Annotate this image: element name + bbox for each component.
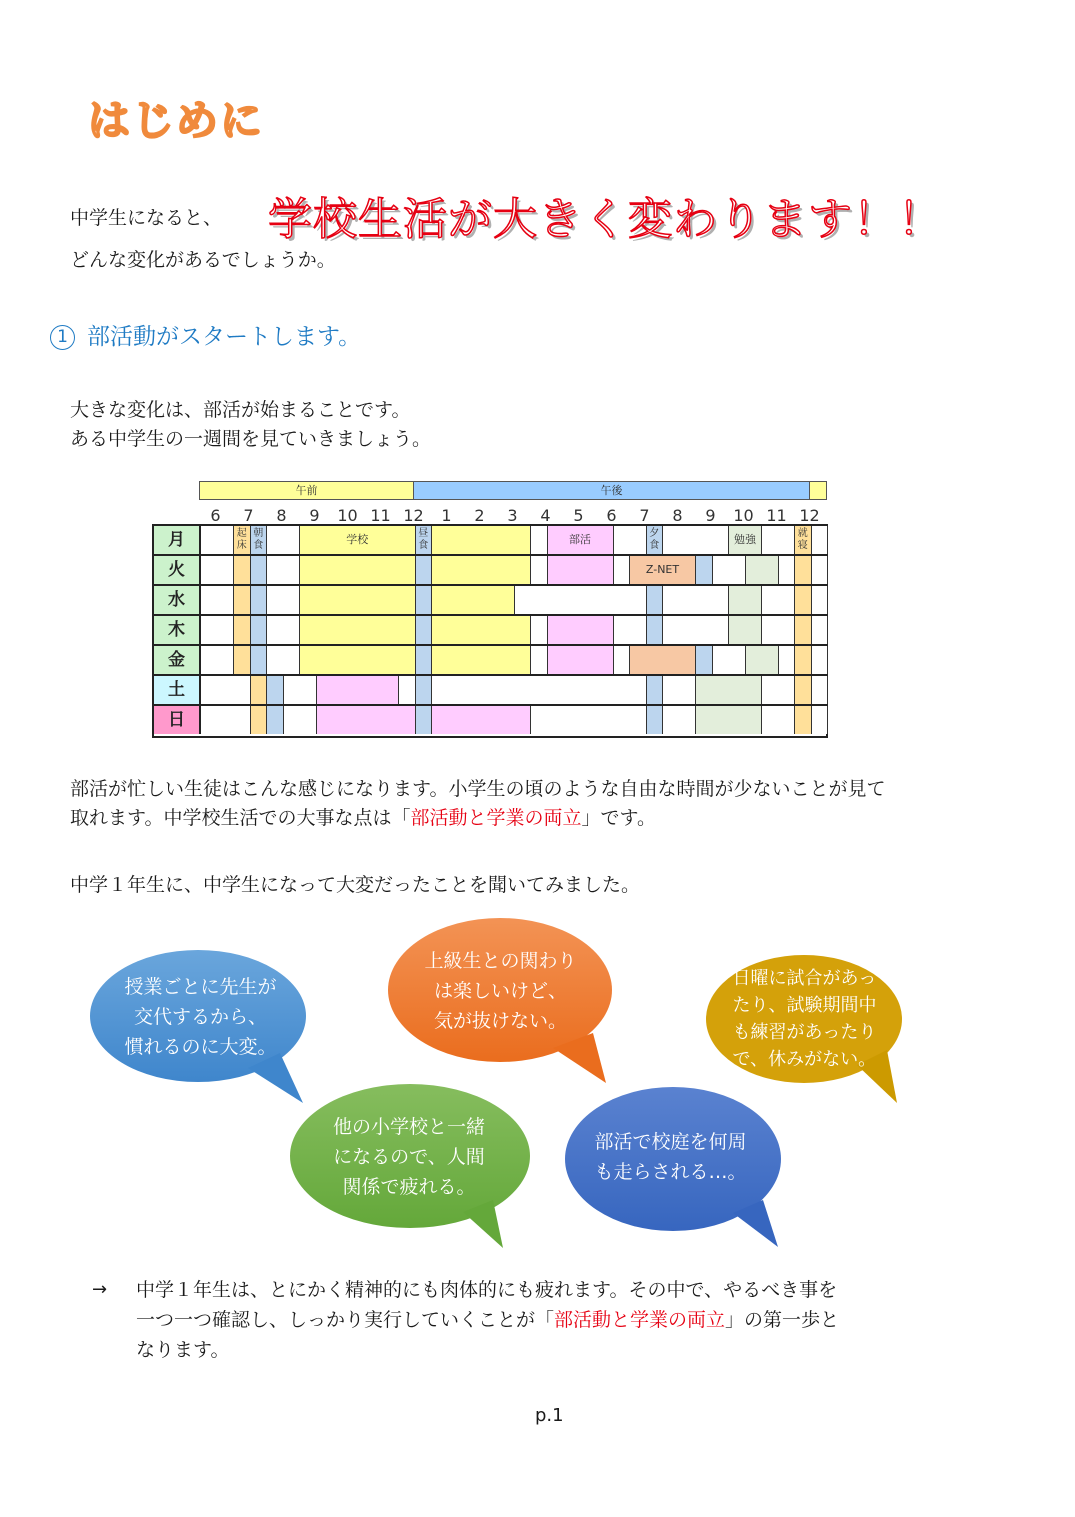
schedule-block-wake [251, 676, 268, 704]
bubble-text: 日曜に試合があっ たり、試験期間中 も練習があったり で、休みがない。 [732, 968, 877, 1070]
schedule-block-white [201, 586, 234, 614]
schedule-block-meal [251, 616, 268, 644]
text: 取れます。中学校生活での大事な点は「 [70, 807, 411, 829]
schedule-block-school: 学校 [300, 526, 416, 554]
schedule-row [154, 646, 826, 676]
schedule-block-meal [251, 646, 268, 674]
hour-label: 10 [733, 506, 754, 525]
schedule-block-club [548, 556, 614, 584]
speech-bubble-orange [388, 918, 613, 1086]
hour-label: 9 [705, 506, 716, 525]
paragraph-line: なります。 [136, 1339, 230, 1361]
paragraph-2 [70, 775, 885, 833]
schedule-block-club [317, 676, 400, 704]
speech-bubble-green [288, 1082, 538, 1250]
schedule-block-club [432, 706, 531, 734]
schedule-block-white [779, 556, 796, 584]
schedule-block-white [762, 706, 795, 734]
paragraph-line [136, 1305, 839, 1335]
schedule-block-white [614, 556, 631, 584]
schedule-block-sleep: 就 寝 [795, 526, 812, 554]
schedule-block-white [762, 526, 795, 554]
schedule-block-study [729, 586, 762, 614]
schedule-block-white [531, 526, 548, 554]
hour-label: 8 [672, 506, 683, 525]
schedule-block-white [515, 586, 647, 614]
hour-label: 3 [507, 506, 518, 525]
paragraph-line: 大きな変化は、部活が始まることです。 [70, 399, 411, 421]
schedule-block-study [696, 676, 762, 704]
schedule-block-school [300, 556, 416, 584]
schedule-block-study: 勉強 [729, 526, 762, 554]
hour-label: 4 [540, 506, 551, 525]
day-label: 月 [154, 526, 201, 554]
schedule-block-white [812, 616, 829, 644]
schedule-row [154, 556, 826, 586]
schedule-block-meal [416, 616, 433, 644]
schedule-block-school [432, 616, 531, 644]
schedule-block-meal [647, 676, 664, 704]
intro-headline: 学校生活が大きく変わります！！ [268, 194, 943, 245]
schedule-block-white [267, 556, 300, 584]
text: 」です。 [581, 807, 656, 829]
schedule-row [154, 526, 826, 556]
schedule-block-meal [416, 676, 433, 704]
schedule-block-wake [234, 556, 251, 584]
schedule-block-wake [234, 616, 251, 644]
schedule-block-white [812, 706, 829, 734]
circled-number: 1 [50, 325, 75, 350]
schedule-block-meal [647, 706, 664, 734]
intro-question: どんな変化があるでしょうか。 [70, 249, 336, 271]
schedule-block-white [201, 706, 251, 734]
schedule-block-club [548, 616, 614, 644]
hour-label: 1 [441, 506, 452, 525]
schedule-block-meal [696, 556, 713, 584]
schedule-block-sleep [795, 676, 812, 704]
schedule-block-school [432, 526, 531, 554]
arrow-icon: → [92, 1279, 108, 1300]
schedule-block-znet [630, 646, 696, 674]
schedule-block-white [201, 676, 251, 704]
schedule-block-white [663, 676, 696, 704]
schedule-block-white [284, 706, 317, 734]
schedule-block-white [762, 616, 795, 644]
schedule-block-study [729, 616, 762, 644]
schedule-block-white [614, 526, 647, 554]
schedule-row [154, 676, 826, 706]
schedule-block-white [531, 706, 647, 734]
schedule-block-meal [251, 586, 268, 614]
schedule-row [154, 586, 826, 616]
speech-bubble-gold [682, 955, 902, 1105]
schedule-block-white [399, 676, 416, 704]
page-title: はじめに [88, 96, 265, 145]
schedule-block-white [267, 586, 300, 614]
schedule-block-wake: 起 床 [234, 526, 251, 554]
schedule-block-white [531, 616, 548, 644]
schedule-block-meal [267, 676, 284, 704]
day-label: 水 [154, 586, 201, 614]
schedule-grid [152, 524, 828, 738]
schedule-block-meal: 夕 食 [647, 526, 664, 554]
schedule-block-club [548, 646, 614, 674]
schedule-block-znet: Z-NET [630, 556, 696, 584]
hour-label: 7 [639, 506, 650, 525]
hour-label: 11 [370, 506, 391, 525]
schedule-block-white [614, 646, 631, 674]
schedule-block-meal [267, 706, 284, 734]
schedule-block-sleep [795, 586, 812, 614]
schedule-block-white [762, 676, 795, 704]
schedule-block-white [663, 526, 729, 554]
schedule-block-club: 部活 [548, 526, 614, 554]
schedule-block-school [300, 616, 416, 644]
schedule-block-white [267, 616, 300, 644]
schedule-block-white [663, 586, 729, 614]
paragraph-line: 部活が忙しい生徒はこんな感じになります。小学生の頃のような自由な時間が少ないことが見て [70, 778, 886, 800]
schedule-block-club [317, 706, 416, 734]
schedule-block-white [267, 526, 300, 554]
schedule-block-sleep [795, 646, 812, 674]
schedule-row [154, 706, 826, 736]
day-label: 火 [154, 556, 201, 584]
schedule-block-white [779, 646, 796, 674]
schedule-block-white [432, 676, 647, 704]
schedule-block-white [812, 676, 829, 704]
hour-label: 2 [474, 506, 485, 525]
hour-label: 5 [573, 506, 584, 525]
speech-bubble-blue [88, 948, 313, 1108]
speech-bubble-dark-blue [563, 1085, 788, 1250]
schedule-block-white [713, 646, 746, 674]
schedule-block-meal [647, 616, 664, 644]
schedule-block-study [746, 646, 779, 674]
schedule-block-meal [416, 706, 433, 734]
hour-label: 6 [606, 506, 617, 525]
schedule-block-white [663, 616, 729, 644]
schedule-block-wake [234, 646, 251, 674]
schedule-block-school [432, 556, 531, 584]
schedule-block-sleep [795, 616, 812, 644]
weekly-schedule [152, 480, 832, 740]
schedule-block-sleep [795, 706, 812, 734]
schedule-block-white [201, 556, 234, 584]
hour-label: 7 [243, 506, 254, 525]
schedule-block-meal [251, 556, 268, 584]
hour-label: 10 [337, 506, 358, 525]
schedule-block-white [531, 646, 548, 674]
paragraph-line: ある中学生の一週間を見ていきましょう。 [70, 428, 432, 450]
schedule-block-meal [696, 646, 713, 674]
schedule-block-white [531, 556, 548, 584]
schedule-block-sleep [795, 556, 812, 584]
paragraph-1 [70, 396, 431, 454]
paragraph-3: 中学１年生に、中学生になって大変だったことを聞いてみました。 [70, 874, 641, 896]
schedule-block-white [201, 616, 234, 644]
schedule-block-meal: 昼 食 [416, 526, 433, 554]
schedule-block-white [812, 526, 829, 554]
hour-label: 12 [403, 506, 424, 525]
schedule-block-meal [647, 586, 664, 614]
hour-label: 12 [799, 506, 820, 525]
schedule-block-school [300, 586, 416, 614]
text: 一つ一つ確認し、しっかり実行していくことが「 [136, 1309, 555, 1331]
schedule-block-study [746, 556, 779, 584]
am-header: 午前 [199, 481, 414, 500]
schedule-block-school [432, 586, 515, 614]
emphasis-text: 部活動と学業の両立 [410, 807, 582, 829]
schedule-block-white [663, 706, 696, 734]
schedule-block-wake [234, 586, 251, 614]
conclusion [136, 1275, 839, 1365]
section-heading [50, 318, 361, 351]
pm-header: 午後 [413, 481, 810, 500]
emphasis-text: 部活動と学業の両立 [554, 1309, 726, 1331]
schedule-row [154, 616, 826, 646]
schedule-block-wake [251, 706, 268, 734]
schedule-block-white [812, 586, 829, 614]
schedule-block-meal [416, 556, 433, 584]
intro-prefix: 中学生になると、 [70, 207, 223, 229]
day-label: 木 [154, 616, 201, 644]
page-number: p.1 [535, 1405, 564, 1426]
bubble-text: 部活で校庭を何周 も走らされる…。 [594, 1130, 747, 1183]
paragraph-line: 中学１年生は、とにかく精神的にも肉体的にも疲れます。その中で、やるべき事を [136, 1279, 838, 1301]
schedule-block-meal: 朝 食 [251, 526, 268, 554]
day-label: 日 [154, 706, 201, 734]
schedule-block-school [432, 646, 531, 674]
schedule-block-meal [416, 586, 433, 614]
hour-label: 9 [309, 506, 320, 525]
paragraph-line [70, 804, 885, 833]
schedule-block-white [201, 526, 234, 554]
section-heading-text: 部活動がスタートします。 [87, 324, 362, 350]
day-label: 土 [154, 676, 201, 704]
hour-label: 8 [276, 506, 287, 525]
schedule-block-study [696, 706, 762, 734]
bubble-text: 上級生との関わり は楽しいけど、 気が抜けない。 [424, 950, 577, 1032]
day-label: 金 [154, 646, 201, 674]
schedule-block-white [201, 646, 234, 674]
text: 」の第一歩と [725, 1309, 840, 1331]
hour-label: 11 [766, 506, 787, 525]
after-midnight-header [809, 481, 827, 500]
bubble-text: 他の小学校と一緒 になるので、人間 関係で疲れる。 [332, 1116, 485, 1198]
schedule-block-white [284, 676, 317, 704]
schedule-block-meal [416, 646, 433, 674]
schedule-block-white [812, 556, 829, 584]
schedule-block-white [713, 556, 746, 584]
schedule-block-white [267, 646, 300, 674]
schedule-block-school [300, 646, 416, 674]
schedule-block-white [762, 586, 795, 614]
hour-label: 6 [210, 506, 221, 525]
schedule-block-white [614, 616, 647, 644]
bubble-text: 授業ごとに先生が 交代するから、 慣れるのに大変。 [124, 976, 277, 1058]
schedule-block-white [812, 646, 829, 674]
